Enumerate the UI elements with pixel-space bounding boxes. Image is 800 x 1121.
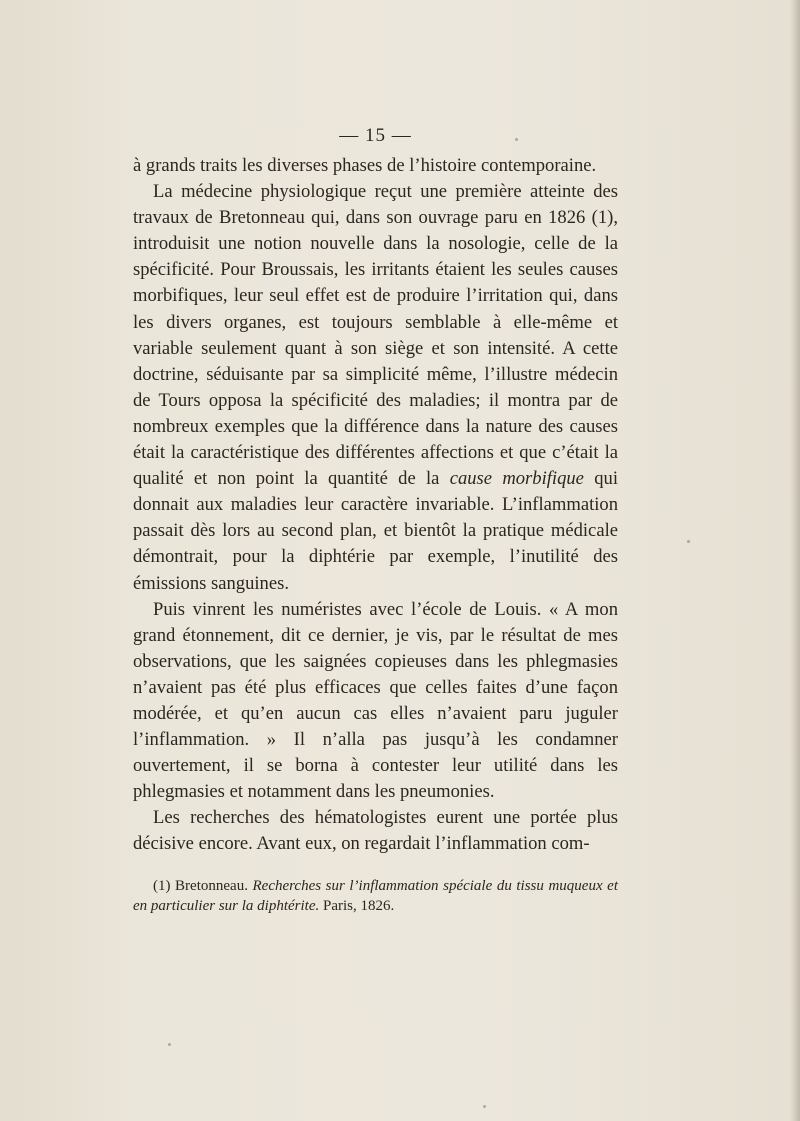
text-run: (1) Bretonneau.	[153, 877, 253, 894]
text-run: Les recherches des hématologistes eurent une portée plus décisive encore. Avant eux, on regardait l’inflammation com-	[133, 807, 618, 855]
italic-text: Recherches sur l’inflammation spéciale du tissu muqueux et en particulier sur la diphtérite.	[133, 877, 618, 914]
footnote	[133, 876, 618, 916]
paragraph-3	[133, 597, 618, 806]
paper-speck	[483, 1105, 486, 1108]
text-run: à grands traits les diverses phases de l’histoire contemporaine.	[133, 155, 597, 176]
page-number: — 15 —	[339, 125, 412, 146]
page-edge-shadow	[790, 0, 800, 1121]
paragraph-2	[133, 179, 618, 597]
paper-speck	[168, 1043, 171, 1046]
paragraph-4	[133, 805, 618, 857]
text-run: Paris, 1826.	[319, 897, 395, 914]
paragraph-1	[133, 153, 618, 179]
text-block	[133, 123, 618, 931]
text-run: qui donnait aux maladies leur caractère invariable. L’inflammation passait dès lors au second plan, et bientôt la pratique médicale démontrait, pour la diphtérie par exemple, l’inutilité des émissions sanguines.	[133, 468, 618, 594]
paper-speck	[687, 540, 690, 543]
text-run: La médecine physiologique reçut une première atteinte des travaux de Bretonneau qui, dans son ouvrage paru en 1826 (1), introduisit une notion nouvelle dans la nosologie, celle de la spécificité. Pour Broussais, les irritants étaient les seules causes morbifiques, leur seul effet est de produire l’irritation qui, dans les divers organes, est toujours semblable à elle-même et variable seulement quant à son siège et son intensité. A cette doctrine, séduisante par sa simplicité même, l’illustre médecin de Tours opposa la spécificité des maladies; il montra par de nombreux exemples que la différence dans la nature des causes était la caractéristique des différentes affections et que c’était la qualité et non point la quantité de la	[133, 181, 618, 490]
text-run: Puis vinrent les numéristes avec l’école de Louis. « A mon grand étonnement, dit ce dernier, je vis, par le résultat de mes observations, que les saignées copieuses dans les phlegmasies n’avaient pas été plus efficaces que celles faites d’une façon modérée, et qu’en aucun cas elles n’avaient paru juguler l’inflammation. » Il n’alla pas jusqu’à les condamner ouvertement, il se borna à contester leur utilité dans les phlegmasies et notamment dans les pneumonies.	[133, 598, 618, 803]
italic-text: cause morbifique	[449, 468, 584, 490]
